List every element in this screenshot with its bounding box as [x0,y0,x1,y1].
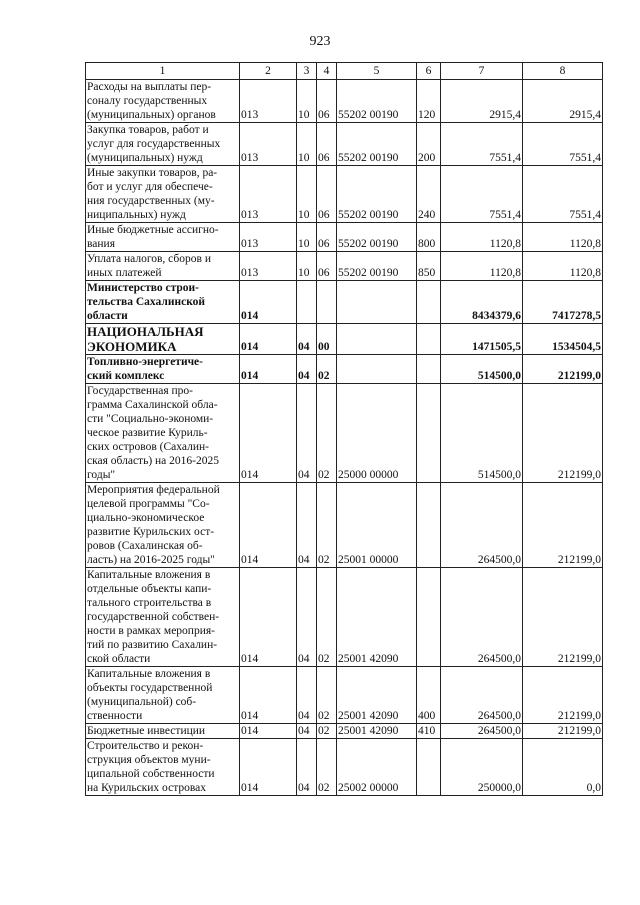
row-admin-code: 014 [240,324,297,355]
row-amount-year-1: 1471505,5 [441,324,523,355]
table-row [86,223,603,252]
budget-table [85,62,603,796]
row-admin-code: 014 [240,667,297,724]
row-admin-code: 014 [240,384,297,483]
table-row [86,483,603,568]
row-name: Мероприятия федеральной целевой программы "Со- циально-экономическое развитие Курильских ост- ровов (Сахалинская об- ласть) на 2016-2025 годы" [86,483,240,568]
row-name: Закупка товаров, работ и услуг для государственных (муниципальных) нужд [86,123,240,166]
row-amount-year-1: 264500,0 [441,667,523,724]
row-section-code: 10 [297,80,317,123]
row-section-code: 10 [297,123,317,166]
row-admin-code: 013 [240,252,297,281]
row-amount-year-2: 212199,0 [523,483,603,568]
row-expense-type-code [417,355,441,384]
column-header: 7 [441,63,523,80]
row-target-article-code: 25001 42090 [337,568,417,667]
row-section-code: 04 [297,483,317,568]
row-amount-year-1: 1120,8 [441,223,523,252]
row-subsection-code: 02 [317,667,337,724]
row-amount-year-2: 7417278,5 [523,281,603,324]
row-amount-year-1: 264500,0 [441,568,523,667]
table-row [86,384,603,483]
row-subsection-code: 02 [317,568,337,667]
table-row [86,724,603,739]
table-row [86,281,603,324]
row-name: Иные закупки товаров, ра- бот и услуг для обеспече- ния государственных (му- ниципальных) нужд [86,166,240,223]
row-subsection-code: 02 [317,384,337,483]
row-admin-code: 013 [240,123,297,166]
row-amount-year-1: 514500,0 [441,355,523,384]
row-target-article-code [337,324,417,355]
row-admin-code: 014 [240,355,297,384]
row-admin-code: 014 [240,483,297,568]
row-subsection-code: 06 [317,166,337,223]
row-expense-type-code: 400 [417,667,441,724]
row-subsection-code: 02 [317,355,337,384]
row-section-code: 10 [297,166,317,223]
table-row [86,252,603,281]
row-expense-type-code: 850 [417,252,441,281]
row-target-article-code [337,355,417,384]
row-section-code [297,281,317,324]
row-amount-year-1: 264500,0 [441,724,523,739]
row-subsection-code: 02 [317,483,337,568]
row-amount-year-1: 7551,4 [441,166,523,223]
row-amount-year-1: 7551,4 [441,123,523,166]
row-target-article-code: 55202 00190 [337,166,417,223]
row-expense-type-code [417,324,441,355]
table-row [86,123,603,166]
row-expense-type-code: 410 [417,724,441,739]
row-section-code: 04 [297,667,317,724]
column-header: 5 [337,63,417,80]
row-amount-year-2: 0,0 [523,739,603,796]
row-subsection-code: 06 [317,252,337,281]
row-target-article-code: 25001 42090 [337,724,417,739]
row-name: Строительство и рекон- струкция объектов муни- ципальной собственности на Курильских островах [86,739,240,796]
row-admin-code: 014 [240,739,297,796]
row-section-code: 10 [297,252,317,281]
row-name: Бюджетные инвестиции [86,724,240,739]
page-number: 923 [309,34,331,49]
row-name: Капитальные вложения в отдельные объекты капи- тального строительства в государственной собствен- ности в рамках мероприя- тий по развитию Сахалин- ской области [86,568,240,667]
row-target-article-code: 55202 00190 [337,123,417,166]
row-name: НАЦИОНАЛЬНАЯ ЭКОНОМИКА [86,324,240,355]
row-section-code: 04 [297,568,317,667]
row-admin-code: 014 [240,568,297,667]
table-row [86,80,603,123]
row-target-article-code: 55202 00190 [337,80,417,123]
row-name: Уплата налогов, сборов и иных платежей [86,252,240,281]
row-amount-year-2: 7551,4 [523,123,603,166]
row-amount-year-1: 1120,8 [441,252,523,281]
row-expense-type-code [417,281,441,324]
table-row [86,739,603,796]
row-subsection-code: 06 [317,123,337,166]
row-subsection-code: 00 [317,324,337,355]
row-amount-year-1: 514500,0 [441,384,523,483]
table-row [86,324,603,355]
row-section-code: 04 [297,724,317,739]
row-section-code: 04 [297,739,317,796]
row-section-code: 04 [297,384,317,483]
row-expense-type-code: 800 [417,223,441,252]
row-expense-type-code [417,739,441,796]
row-section-code: 10 [297,223,317,252]
row-admin-code: 013 [240,166,297,223]
row-target-article-code: 25002 00000 [337,739,417,796]
row-amount-year-1: 264500,0 [441,483,523,568]
row-expense-type-code [417,384,441,483]
row-section-code: 04 [297,324,317,355]
row-amount-year-1: 250000,0 [441,739,523,796]
row-expense-type-code [417,483,441,568]
row-expense-type-code: 240 [417,166,441,223]
table-row [86,568,603,667]
row-amount-year-2: 7551,4 [523,166,603,223]
row-admin-code: 013 [240,80,297,123]
table-row [86,667,603,724]
row-name: Иные бюджетные ассигно- вания [86,223,240,252]
row-amount-year-2: 212199,0 [523,724,603,739]
row-target-article-code: 55202 00190 [337,223,417,252]
row-name: Министерство строи- тельства Сахалинской области [86,281,240,324]
row-subsection-code: 02 [317,739,337,796]
row-amount-year-2: 212199,0 [523,384,603,483]
row-amount-year-1: 8434379,6 [441,281,523,324]
row-amount-year-2: 212199,0 [523,355,603,384]
row-amount-year-2: 212199,0 [523,568,603,667]
table-row [86,355,603,384]
row-target-article-code: 55202 00190 [337,252,417,281]
row-target-article-code: 25001 00000 [337,483,417,568]
column-header: 2 [240,63,297,80]
column-header: 4 [317,63,337,80]
row-expense-type-code: 200 [417,123,441,166]
row-name: Государственная про- грамма Сахалинской обла- сти "Социально-экономи- ческое развитие Куриль- ских островов (Сахалин- ская область) на 2016-2025 годы" [86,384,240,483]
row-target-article-code [337,281,417,324]
row-section-code: 04 [297,355,317,384]
row-amount-year-2: 2915,4 [523,80,603,123]
table-header-row [86,63,603,80]
row-subsection-code [317,281,337,324]
row-admin-code: 014 [240,724,297,739]
row-name: Топливно-энергетиче- ский комплекс [86,355,240,384]
column-header: 3 [297,63,317,80]
row-target-article-code: 25001 42090 [337,667,417,724]
column-header: 8 [523,63,603,80]
row-name: Расходы на выплаты пер- соналу государственных (муниципальных) органов [86,80,240,123]
table-row [86,166,603,223]
column-header: 6 [417,63,441,80]
row-admin-code: 014 [240,281,297,324]
row-amount-year-1: 2915,4 [441,80,523,123]
row-amount-year-2: 212199,0 [523,667,603,724]
row-amount-year-2: 1120,8 [523,223,603,252]
row-expense-type-code [417,568,441,667]
row-subsection-code: 06 [317,223,337,252]
table-body [86,80,603,796]
row-amount-year-2: 1120,8 [523,252,603,281]
row-subsection-code: 02 [317,724,337,739]
column-header: 1 [86,63,240,80]
row-subsection-code: 06 [317,80,337,123]
row-admin-code: 013 [240,223,297,252]
row-name: Капитальные вложения в объекты государственной (муниципальной) соб- ственности [86,667,240,724]
row-target-article-code: 25000 00000 [337,384,417,483]
row-amount-year-2: 1534504,5 [523,324,603,355]
row-expense-type-code: 120 [417,80,441,123]
